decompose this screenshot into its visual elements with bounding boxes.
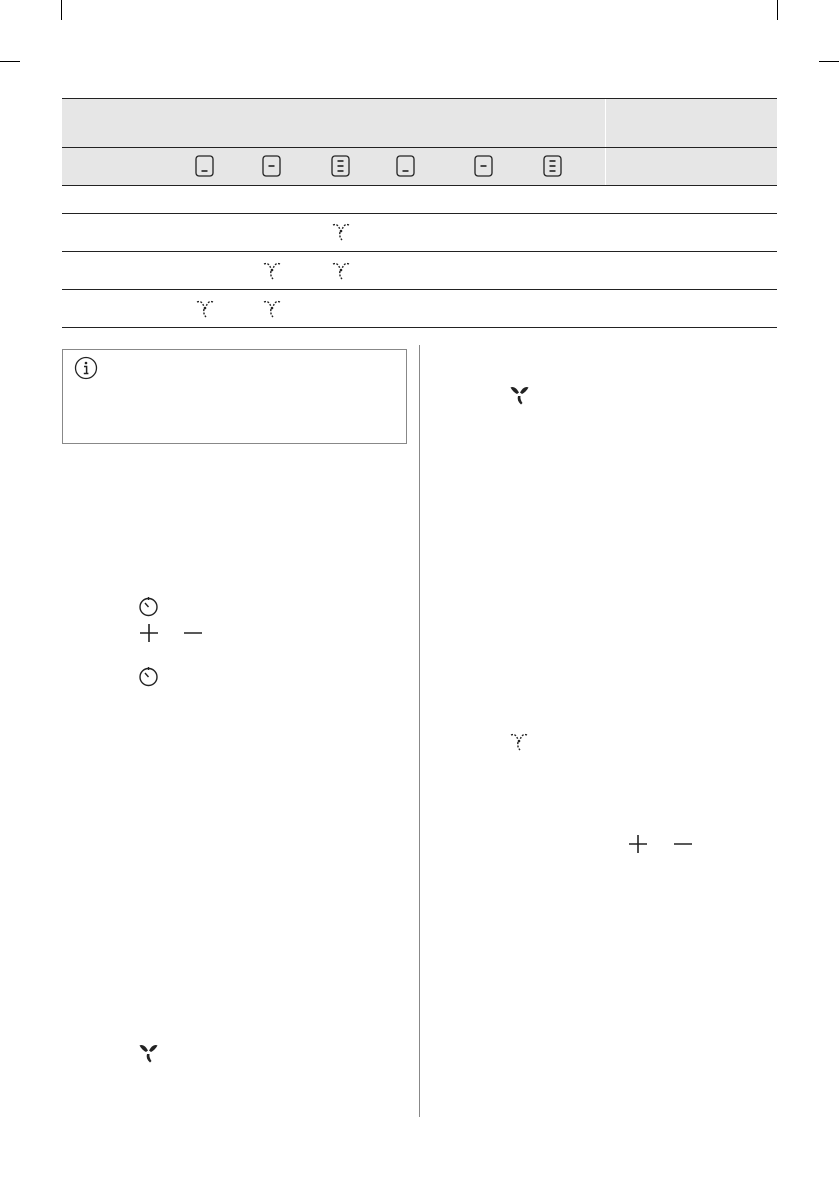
fan-icon <box>262 299 282 319</box>
fan-icon <box>195 299 215 319</box>
plus-icon <box>138 622 160 644</box>
icon-row-bottom-rule <box>62 185 777 186</box>
fan-icon <box>331 261 351 281</box>
fan-icon <box>331 222 351 242</box>
crop-mark-left-vertical <box>61 0 62 20</box>
table-bottom-rule <box>62 327 777 328</box>
timer-icon <box>138 596 159 617</box>
crop-mark-right-vertical <box>777 0 778 20</box>
minus-icon <box>672 833 694 855</box>
header-separator-rule <box>62 147 777 148</box>
fan-filled-icon <box>138 1043 159 1064</box>
column-divider <box>605 98 606 185</box>
info-note-box <box>62 349 407 444</box>
table-icon-header-row <box>62 147 777 185</box>
timer-icon <box>138 666 159 687</box>
info-icon <box>74 356 98 380</box>
cooking-zone-6-indicator-icon <box>543 155 562 177</box>
table-header-row <box>62 98 777 147</box>
plus-icon <box>627 833 649 855</box>
cooking-zone-2-indicator-icon <box>262 155 281 177</box>
cooking-zone-5-indicator-icon <box>474 155 493 177</box>
cooking-zone-3-indicator-icon <box>331 155 350 177</box>
row-separator-2 <box>62 251 777 252</box>
row-separator-1 <box>62 213 777 214</box>
cooking-zone-4-indicator-icon <box>396 155 415 177</box>
fan-filled-icon <box>509 385 530 406</box>
minus-icon <box>182 622 204 644</box>
cooking-zone-1-indicator-icon <box>195 155 214 177</box>
crop-mark-left-horizontal <box>0 61 20 62</box>
crop-mark-right-horizontal <box>819 61 839 62</box>
column-divider-vertical <box>419 345 420 1117</box>
fan-icon <box>509 732 529 752</box>
table-top-rule <box>62 98 777 99</box>
row-separator-3 <box>62 289 777 290</box>
fan-icon <box>262 261 282 281</box>
